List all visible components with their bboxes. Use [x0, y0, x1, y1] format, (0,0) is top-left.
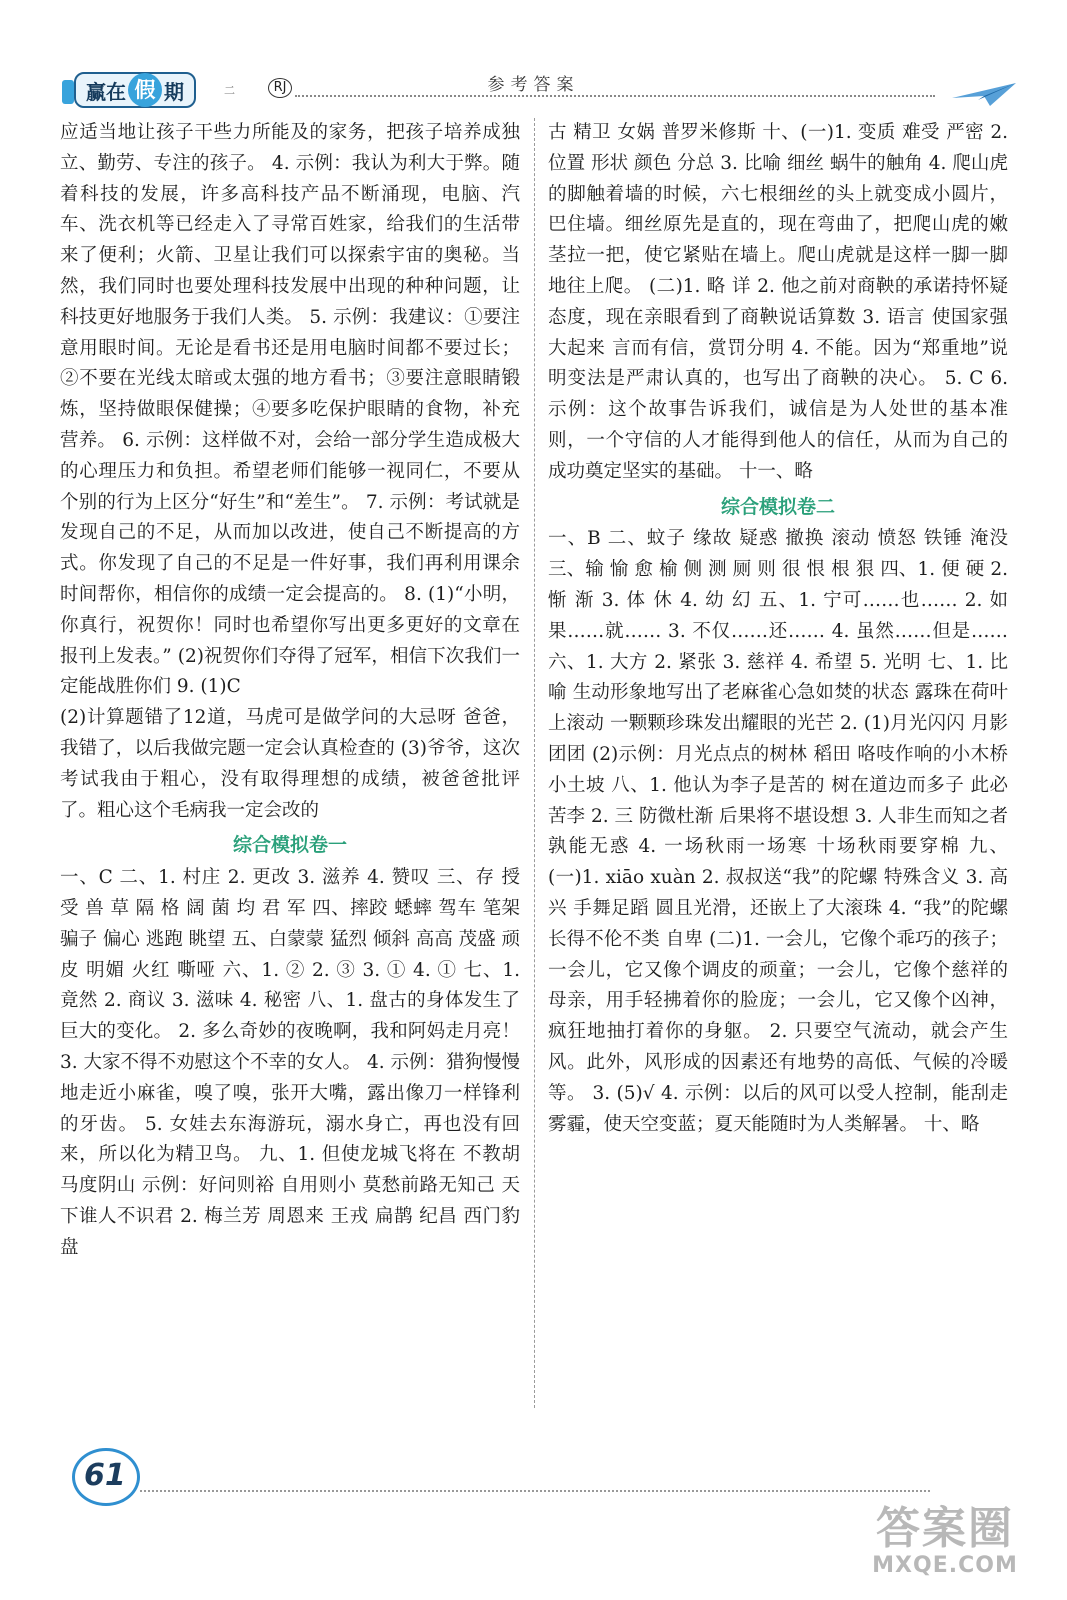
page-footer	[0, 1440, 1067, 1600]
page-number: 61	[84, 1458, 126, 1493]
section-title: 综合模拟卷二	[720, 495, 835, 518]
column-divider	[534, 118, 535, 1408]
answer-text-block: (2)计算题错了12道，马虎可是做学问的大忌呀 爸爸，我错了，以后我做完题一定会认真检查的 (3)爷爷，这次考试我由于粗心，没有取得理想的成绩，被爸爸批评了。粗心这个毛病我一定会改的	[60, 707, 520, 821]
footer-dotted-line	[140, 1490, 930, 1492]
answer-text-block: 一、C 二、1. 村庄 2. 更改 3. 滋养 4. 赞叹 三、存 授 受 兽 草 隔 格 阔 菌 均 君 军 四、摔跤 蟋蟀 驾车 笔架 骗子 偏心 逃跑 眺望 五、白蒙蒙 猛烈 倾斜 高高 茂盛 顽皮 明媚 火红 嘶哑 六、1. ② 2. ③ 3. ① 4. ① 七、1. 竟然 2. 商议 3. 滋味 4. 秘密 八、1. 盘古的身体发生了巨大的变化。 2. 多么奇妙的夜晚啊，我和阿妈走月亮！ 3. 大家不得不劝慰这个不幸的女人。 4. 示例：猎狗慢慢地走近小麻雀，嗅了嗅，张开大嘴，露出像刀一样锋利的牙齿。 5. 女娃去东海游玩，溺水身亡，再也没有回来，所以化为精卫鸟。 九、1. 但使龙城飞将在 不教胡马度阴山 示例：好问则裕 自用则小 莫愁前路无知己 天下谁人不识君 2. 梅兰芳 周恩来 王戎 扁鹊 纪昌 西门豹 盘	[60, 867, 520, 1258]
section-title: 综合模拟卷一	[232, 834, 347, 857]
answer-text-block: 古 精卫 女娲 普罗米修斯 十、(一)1. 变质 难受 严密 2. 位置 形状 颜色 分总 3. 比喻 细丝 蜗牛的触角 4. 爬山虎的脚触着墙的时候，六七根细丝的头上就变成小圆片，巴住墙。细丝原先是直的，现在弯曲了，把爬山虎的嫩茎拉一把，使它紧贴在墙上。爬山虎就是这样一脚一脚地往上爬。 (二)1. 略 详 2. 他之前对商鞅的承诺持怀疑态度，现在亲眼看到了商鞅说话算数 3. 语言 使国家强大起来 言而有信，赏罚分明 4. 不能。因为“郑重地”说明变法是严肃认真的，也写出了商鞅的决心。 5. C 6. 示例：这个故事告诉我们，诚信是为人处世的基本准则，一个守信的人才能得到他人的信任，从而为自己的成功奠定坚实的基础。 十一、略	[548, 122, 1008, 482]
edition-badge: RJ	[268, 78, 292, 98]
grade-label: 二	[224, 84, 235, 97]
watermark-text: 答案圈	[876, 1503, 1014, 1554]
answer-text-block: 一、B 二、蚊子 缘故 疑惑 撤换 滚动 愤怒 铁锤 淹没 三、输 愉 愈 榆 侧 测 厕 则 很 恨 根 狠 四、1. 便 硬 2. 惭 渐 3. 体 休 4. 幼 幻 五、1. 宁可……也…… 2. 如果……就…… 3. 不仅……还…… 4. 虽然……但是…… 六、1. 大方 2. 紧张 3. 慈祥 4. 希望 5. 光明 七、1. 比喻 生动形象地写出了老麻雀心急如焚的状态 露珠在荷叶上滚动 一颗颗珍珠发出耀眼的光芒 2. (1)月光闪闪 月影团团 (2)示例：月光点点的树林 稻田 咯吱作响的小木桥 小土坡 八、1. 他认为李子是苦的 树在道边而多子 此必苦李 2. 三 防微杜渐 后果将不堪设想 3. 人非生而知之者 孰能无惑 4. 一场秋雨一场寒 十场秋雨要穿棉 九、(一)1. xiāo xuàn 2. 叔叔送“我”的陀螺 特殊含义 3. 高兴 手舞足蹈 圆且光滑，还嵌上了大滚珠 4. “我”的陀螺长得不伦不类 自卑 (二)1. 一会儿，它像个乖巧的孩子；一会儿，它又像个调皮的顽童；一会儿，它像个慈祥的母亲，用手轻拂着你的脸庞；一会儿，它又像个凶神，疯狂地抽打着你的身躯。 2. 只要空气流动，就会产生风。此外，风形成的因素还有地势的高低、气候的冷暖等。 3. (5)√ 4. 示例：以后的风可以受人控制，能刮走雾霾，使天空变蓝；夏天能随时为人类解暑。 十、略	[548, 528, 1008, 1135]
page-title: 参考答案	[487, 75, 580, 95]
logo-text-big: 假	[128, 73, 162, 107]
header-dotted-line	[295, 95, 935, 97]
answer-text-block: 应适当地让孩子干些力所能及的家务，把孩子培养成独立、勤劳、专注的孩子。 4. 示例：我认为利大于弊。随着科技的发展，许多高科技产品不断涌现，电脑、汽车、洗衣机等已经走入了寻常百姓家，给我们的生活带来了便利；火箭、卫星让我们可以探索宇宙的奥秘。当然，我们同时也要处理科技发展中出现的种种问题，让科技更好地服务于我们人类。 5. 示例：我建议：①要注意用眼时间。无论是看书还是用电脑时间都不要过长；②不要在光线太暗或太强的地方看书；③要注意眼睛锻炼，坚持做眼保健操；④要多吃保护眼睛的食物，补充营养。 6. 示例：这样做不对，会给一部分学生造成极大的心理压力和负担。希望老师们能够一视同仁，不要从个别的行为上区分“好生”和“差生”。 7. 示例：考试就是发现自己的不足，从而加以改进，使自己不断提高的方式。你发现了自己的不足是一件好事，我们再利用课余时间帮你，相信你的成绩一定会提高的。 8. (1)“小明，你真行，祝贺你！同时也希望你写出更多更好的文章在报刊上发表。” (2)祝贺你们夺得了冠军，相信下次我们一定能战胜你们 9. (1)C	[60, 122, 520, 698]
logo-text-1: 赢在	[86, 79, 126, 104]
answer-column-left	[60, 118, 520, 1263]
answer-column-right	[548, 118, 1008, 1140]
logo-text-2: 期	[164, 79, 184, 104]
watermark-url: MXQE.COM	[872, 1553, 1018, 1578]
watermark-logo	[850, 1505, 1040, 1578]
paper-plane-icon	[950, 80, 1020, 108]
page-header	[0, 0, 1067, 110]
